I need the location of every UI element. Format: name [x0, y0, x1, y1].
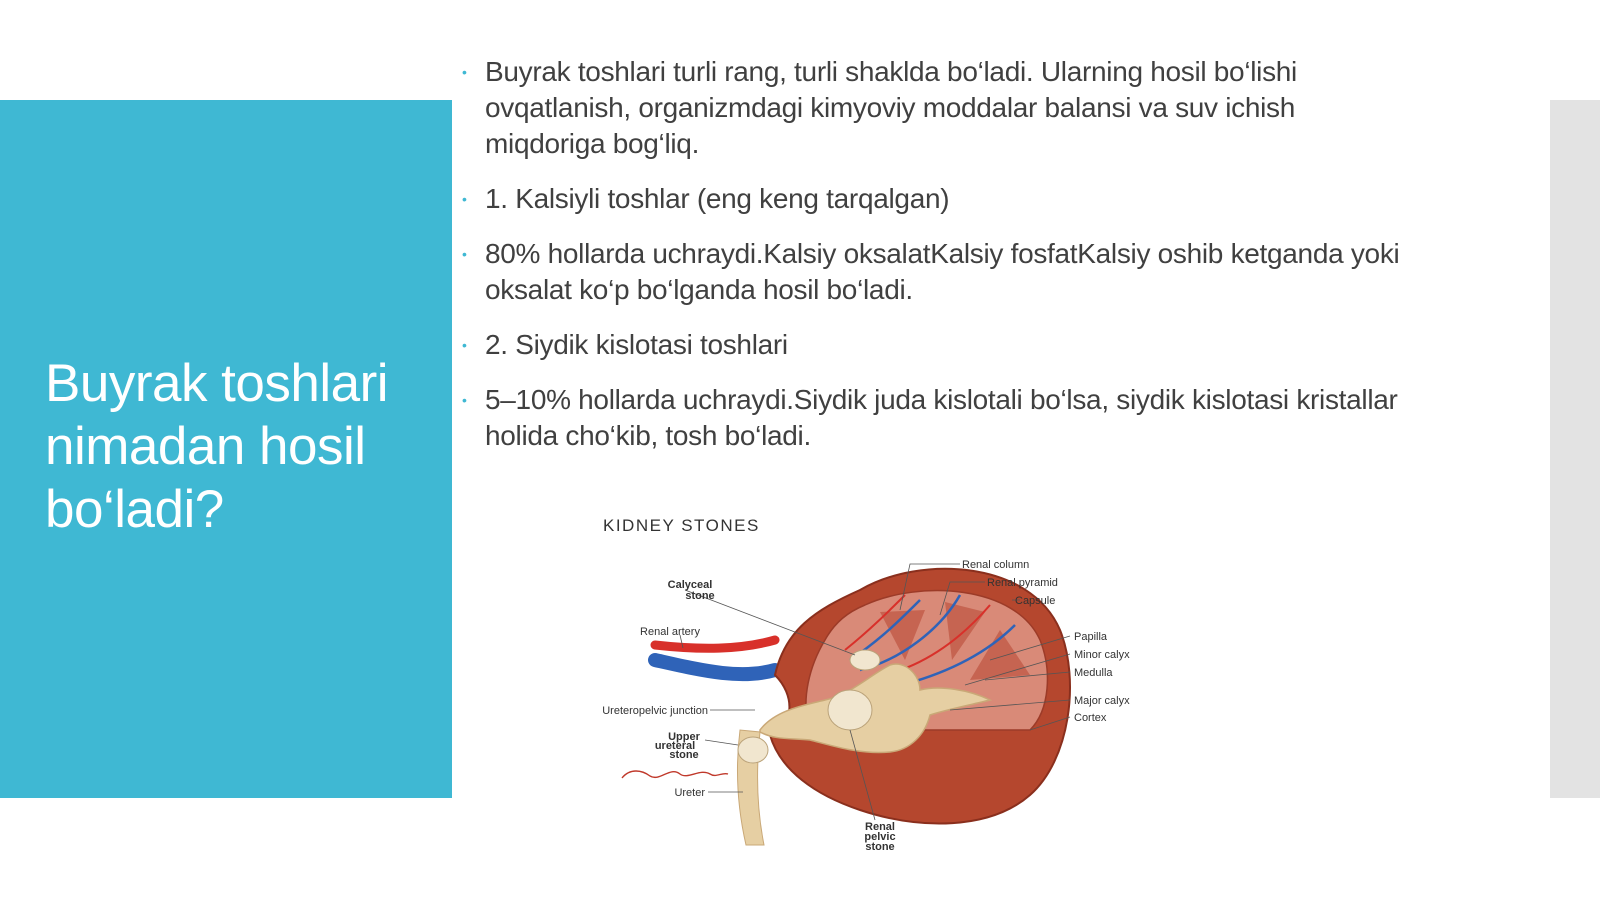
- label-renal-pyramid: Renal pyramid: [987, 577, 1058, 589]
- label-calyceal-stone: stone: [685, 590, 715, 602]
- label-major-calyx: Major calyx: [1074, 695, 1130, 707]
- bullet-item: [460, 54, 1420, 162]
- bullet-text: 80% hollarda uchraydi.Kalsiy oksalatKalsiy fosfatKalsiy oshib ketganda yoki oksalat ko‘p bo‘lganda hosil bo‘ladi.: [485, 238, 1400, 305]
- label-minor-calyx: Minor calyx: [1074, 649, 1130, 661]
- artist-signature: [622, 771, 728, 778]
- renal-pelvic-stone-shape: [828, 690, 872, 730]
- kidney-stones-figure: [560, 500, 1200, 870]
- label-ureteropelvic-junction: Ureteropelvic junction: [602, 705, 708, 717]
- bullet-item: [460, 382, 1420, 454]
- figure-heading: KIDNEY STONES: [603, 516, 760, 535]
- bullet-icon: •: [462, 337, 467, 353]
- bullet-text: 2. Siydik kislotasi toshlari: [485, 329, 788, 360]
- label-renal-pelvic-stone: Renal: [865, 821, 895, 833]
- label-calyceal-stone: Calyceal: [667, 579, 713, 591]
- label-papilla: Papilla: [1074, 631, 1108, 643]
- bullet-item: [460, 236, 1420, 308]
- label-cortex: Cortex: [1074, 712, 1107, 724]
- label-ureter: Ureter: [674, 787, 705, 799]
- bullet-icon: •: [462, 191, 467, 207]
- bullet-text: 1. Kalsiyli toshlar (eng keng tarqalgan): [485, 183, 950, 214]
- bullet-text: 5–10% hollarda uchraydi.Siydik juda kislotali bo‘lsa, siydik kislotasi kristallar holida cho‘kib, tosh bo‘ladi.: [485, 384, 1398, 451]
- label-renal-column: Renal column: [962, 559, 1030, 571]
- bullet-item: [460, 327, 1420, 363]
- upper-ureteral-stone-shape: [738, 737, 768, 763]
- renal-vein-shape: [655, 660, 775, 674]
- bullet-list: [460, 54, 1420, 473]
- renal-artery-shape: [655, 640, 775, 648]
- bullet-text: Buyrak toshlari turli rang, turli shaklda bo‘ladi. Ularning hosil bo‘lishi ovqatlanish, organizmdagi kimyoviy moddalar balansi va suv ichish miqdoriga bog‘liq.: [485, 56, 1297, 159]
- label-renal-pelvic-stone: stone: [865, 841, 895, 853]
- kidney-illustration: [560, 500, 1200, 870]
- label-renal-pelvic-stone: pelvic: [864, 831, 896, 843]
- bullet-item: [460, 181, 1420, 217]
- calyceal-stone-shape: [850, 650, 880, 670]
- label-renal-artery: Renal artery: [640, 626, 700, 638]
- right-accent-strip: [1550, 100, 1600, 798]
- slide-title: Buyrak toshlari nimadan hosil bo‘ladi?: [45, 354, 389, 539]
- bullet-icon: •: [462, 64, 467, 80]
- label-upper-ureteral-stone: stone: [669, 749, 699, 761]
- label-upper-ureteral-stone: ureteral: [654, 740, 696, 752]
- label-medulla: Medulla: [1074, 667, 1113, 679]
- label-upper-ureteral-stone: Upper: [668, 731, 700, 743]
- label-capsule: Capsule: [1015, 595, 1056, 607]
- bullet-icon: •: [462, 392, 467, 408]
- bullet-icon: •: [462, 246, 467, 262]
